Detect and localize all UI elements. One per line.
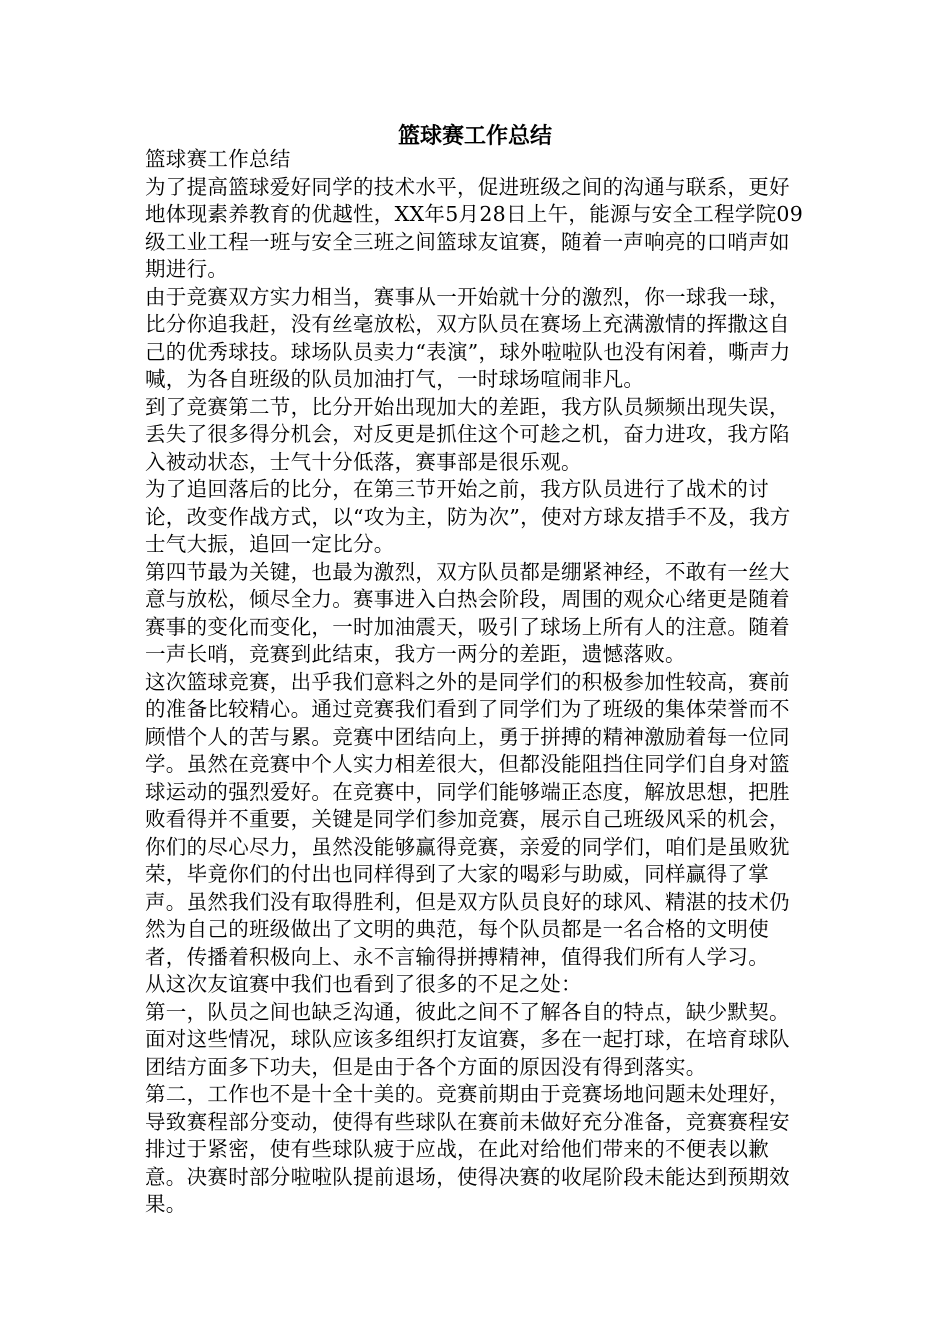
document-body [145,146,807,1219]
document-title: 篮球赛工作总结 [397,123,552,149]
body-paragraph: 为了追回落后的比分，在第三节开始之前，我方队员进行了战术的讨论，改变作战方式，以“攻为主，防为次”，使对方球友措手不及，我方士气大振，追回一定比分。 [145,477,791,556]
body-paragraph: 第二，工作也不是十全十美的。竞赛前期由于竞赛场地问题未处理好，导致赛程部分变动，使得有些球队在赛前未做好充分准备，竞赛赛程安排过于紧密，使有些球队疲于应战，在此对给他们带来的不便表以歉意。决赛时部分啦啦队提前退场，使得决赛的收尾阶段未能达到预期效果。 [145,1082,790,1216]
body-paragraph: 为了提高篮球爱好同学的技术水平，促进班级之间的沟通与联系，更好地体现素养教育的优越性，XX年5月28日上午，能源与安全工程学院09级工业工程一班与安全三班之间篮球友谊赛，随着一声响亮的口哨声如期进行。 [145,174,804,281]
body-paragraph: 由于竞赛双方实力相当，赛事从一开始就十分的激烈，你一球我一球，比分你追我赶，没有丝毫放松，双方队员在赛场上充满激情的挥撒这自己的优秀球技。球场队员卖力“表演”，球外啦啦队也没有闲着，嘶声力喊，为各自班级的队员加油打气，一时球场喧闹非凡。 [145,284,791,391]
body-paragraph: 从这次友谊赛中我们也看到了很多的不足之处： [145,972,582,996]
body-paragraph: 这次篮球竞赛，出乎我们意料之外的是同学们的积极参加性较高，赛前的准备比较精心。通过竞赛我们看到了同学们为了班级的集体荣誉而不顾惜个人的苦与累。竞赛中团结向上，勇于拼搏的精神激励着每一位同学。虽然在竞赛中个人实力相差很大，但都没能阻挡住同学们自身对篮球运动的强烈爱好。在竞赛中，同学们能够端正态度，解放思想，把胜败看得并不重要，关键是同学们参加竞赛，展示自己班级风采的机会，你们的尽心尽力，虽然没能够赢得竞赛，亲爱的同学们，咱们是虽败犹荣，毕竟你们的付出也同样得到了大家的喝彩与助威，同样赢得了掌声。虽然我们没有取得胜利，但是双方队员良好的球风、精湛的技术仍然为自己的班级做出了文明的典范，每个队员都是一名合格的文明使者，传播着积极向上、永不言输得拼搏精神，值得我们所有人学习。 [145,669,790,969]
subtitle-paragraph: 篮球赛工作总结 [145,147,291,171]
body-paragraph: 到了竞赛第二节，比分开始出现加大的差距，我方队员频频出现失误，丢失了很多得分机会，对反更是抓住这个可趁之机，奋力进攻，我方陷入被动状态，士气十分低落，赛事部是很乐观。 [145,394,790,474]
body-paragraph: 第一，队员之间也缺乏沟通，彼此之间不了解各自的特点，缺少默契。面对这些情况，球队应该多组织打友谊赛，多在一起打球，在培育球队团结方面多下功夫，但是由于各个方面的原因没有得到落实。 [145,999,790,1079]
body-paragraph: 第四节最为关键，也最为激烈，双方队员都是绷紧神经，不敢有一丝大意与放松，倾尽全力。赛事进入白热会阶段，周围的观众心绪更是随着赛事的变化而变化，一时加油震天，吸引了球场上所有人的注意。随着一声长哨，竞赛到此结束，我方一两分的差距，遗憾落败。 [145,559,790,666]
